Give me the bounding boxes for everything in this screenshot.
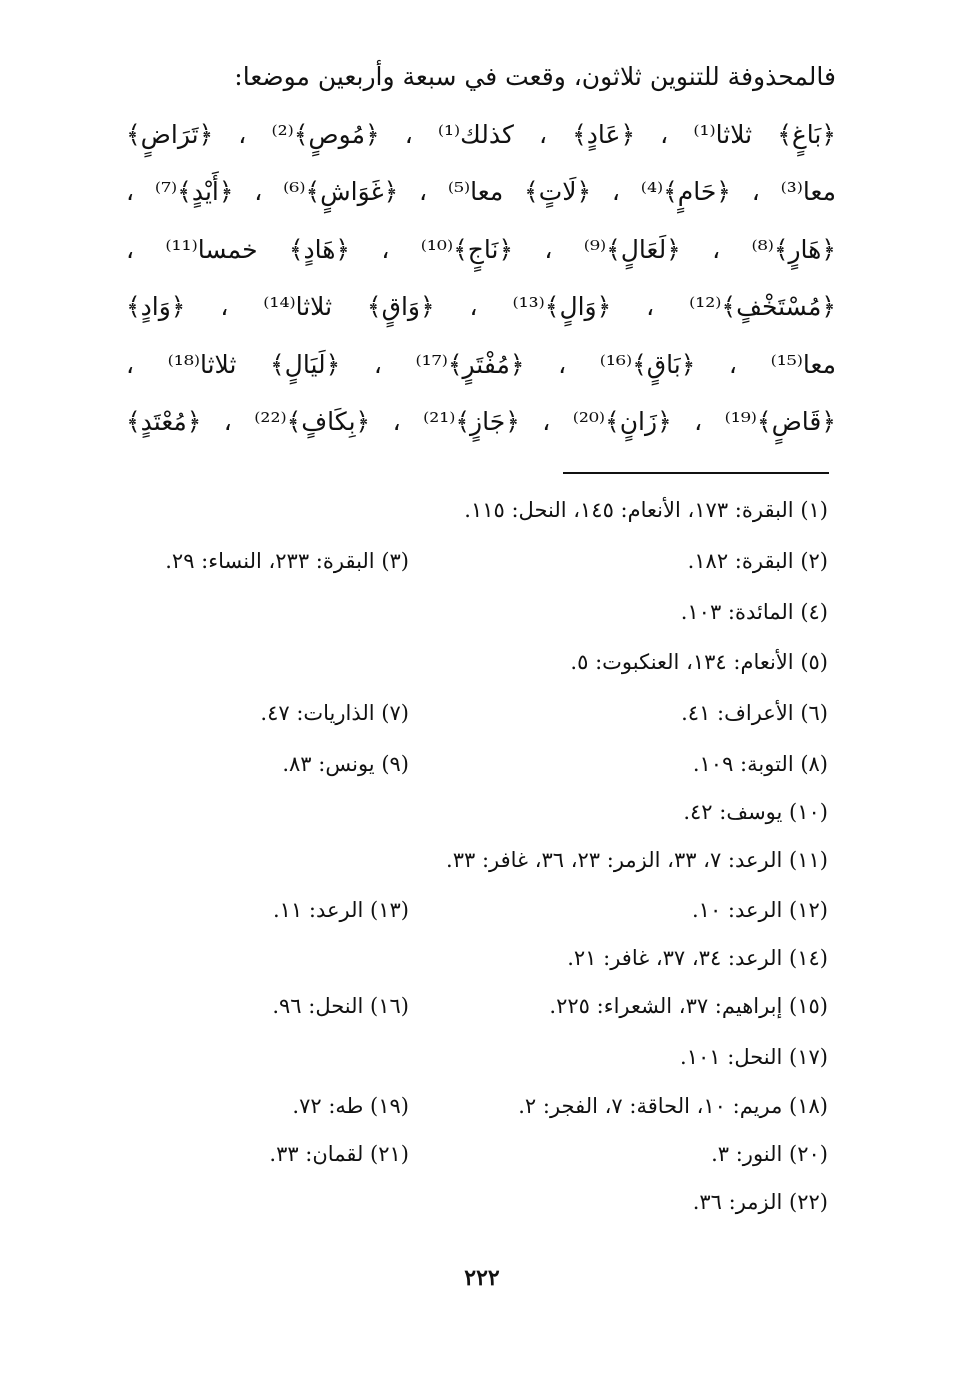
footnote-9: (٩) يونس: ٨٣. (282, 752, 409, 776)
footnote-15: (١٥) إبراهيم: ٣٧، الشعراء: ٢٢٥. (549, 994, 828, 1018)
footnote-19: (١٩) طه: ٧٢. (292, 1094, 409, 1118)
footnote-14: (١٤) الرعد: ٣٤، ٣٧، غافر: ٢١. (567, 946, 828, 970)
footnote-13: (١٣) الرعد: ١١. (272, 898, 409, 922)
footnote-1: (١) البقرة: ١٧٣، الأنعام: ١٤٥، النحل: ١١٥. (464, 498, 828, 522)
footnote-17: (١٧) النحل: ١٠١. (680, 1045, 828, 1069)
footnote-row (0, 1182, 964, 1222)
footnote-10: (١٠) يوسف: ٤٢. (683, 800, 828, 824)
footnote-5: (٥) الأنعام: ١٣٤، العنكبوت: ٥. (570, 650, 828, 674)
footnote-row (0, 1134, 964, 1174)
footnote-18: (١٨) مريم: ١٠، الحاقة: ٧، الفجر: ٢. (518, 1094, 828, 1118)
page-number: ٢٢٢ (464, 1265, 500, 1291)
footnote-row (0, 938, 964, 978)
footnote-4: (٤) المائدة: ١٠٣. (680, 600, 828, 624)
footnote-row (0, 693, 964, 733)
footnote-row (0, 744, 964, 784)
footnote-row (0, 986, 964, 1026)
main-text-line: معا⁽³⁾ ، ﴿حَامٍ﴾⁽⁴⁾ ، ﴿لَاتٍ﴾ معا⁽⁵⁾ ، ﴿غَوَاشٍ﴾⁽⁶⁾ ، ﴿أَيْدٍ﴾⁽⁷⁾ ، (126, 177, 836, 206)
footnote-3: (٣) البقرة: ٢٣٣، النساء: ٢٩. (165, 549, 409, 573)
footnote-row (0, 792, 964, 832)
main-text-line: ﴿قَاضٍ﴾⁽¹⁹⁾ ، ﴿زَانٍ﴾⁽²⁰⁾ ، ﴿جَازٍ﴾⁽²¹⁾ ، ﴿بِكَافٍ﴾⁽²²⁾ ، ﴿مُعْتَدٍ﴾ (126, 407, 836, 436)
main-text-line: فالمحذوفة للتنوين ثلاثون، وقعت في سبعة وأربعين موضعا: (234, 62, 836, 91)
footnote-row (0, 1086, 964, 1126)
footnote-7: (٧) الذاريات: ٤٧. (260, 701, 409, 725)
footnote-separator-rule (563, 472, 829, 474)
footnote-row (0, 490, 964, 530)
footnote-row (0, 890, 964, 930)
footnote-row (0, 1037, 964, 1077)
main-text-line: ﴿بَاغٍ﴾ ثلاثا⁽¹⁾ ، ﴿عَادٍ﴾ ، كذلك⁽¹⁾ ، ﴿مُوصٍ﴾⁽²⁾ ، ﴿تَرَاضٍ﴾ (126, 119, 836, 149)
main-text-line: ﴿هَارٍ﴾⁽⁸⁾ ، ﴿لَعَالٍ﴾⁽⁹⁾ ، ﴿نَاجٍ﴾⁽¹⁰⁾ ، ﴿هَادٍ﴾ خمسا⁽¹¹⁾ ، (126, 234, 836, 264)
footnote-12: (١٢) الرعد: ١٠. (691, 898, 828, 922)
footnote-6: (٦) الأعراف: ٤١. (681, 701, 828, 725)
footnote-22: (٢٢) الزمر: ٣٦. (692, 1190, 828, 1214)
footnote-row (0, 541, 964, 581)
main-text-block (126, 48, 836, 451)
footnote-11: (١١) الرعد: ٧، ٣٣، الزمر: ٢٣، ٣٦، غافر: ٣٣. (446, 848, 828, 872)
footnote-row (0, 592, 964, 632)
footnote-row (0, 642, 964, 682)
footnote-21: (٢١) لقمان: ٣٣. (269, 1142, 409, 1166)
footnote-20: (٢٠) النور: ٣. (711, 1142, 828, 1166)
footnote-8: (٨) التوبة: ١٠٩. (692, 752, 828, 776)
footnote-16: (١٦) النحل: ٩٦. (272, 994, 409, 1018)
footnote-2: (٢) البقرة: ١٨٢. (687, 549, 828, 573)
main-text-line: ﴿مُسْتَخْفٍ﴾⁽¹²⁾ ، ﴿وَالٍ﴾⁽¹³⁾ ، ﴿وَاقٍ﴾ ثلاثا⁽¹⁴⁾ ، ﴿وَادٍ﴾ (126, 292, 836, 321)
main-text-line: معا⁽¹⁵⁾ ، ﴿بَاقٍ﴾⁽¹⁶⁾ ، ﴿مُفْتَرٍ﴾⁽¹⁷⁾ ، ﴿لَيَالٍ﴾ ثلاثا⁽¹⁸⁾ ، (126, 349, 836, 379)
footnote-row (0, 840, 964, 880)
